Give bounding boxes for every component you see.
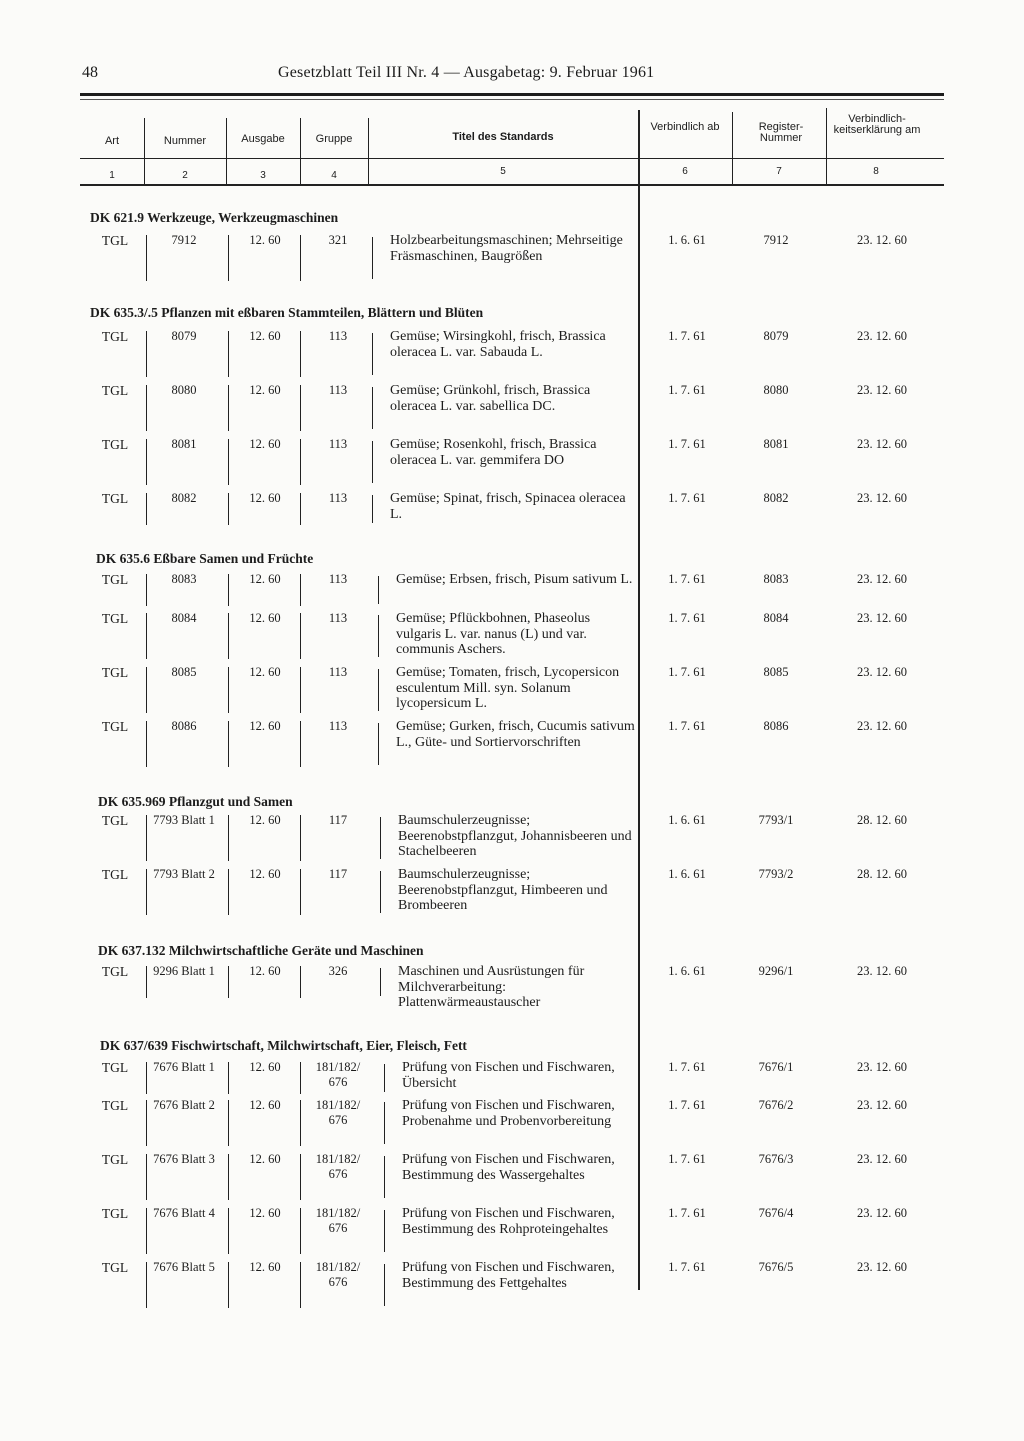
cell-grp: 113 — [328, 719, 348, 733]
cell-grp: 181/182/ 676 — [315, 1060, 361, 1089]
row-separator — [146, 1100, 147, 1146]
row-separator — [228, 493, 229, 525]
cell-nr: 8084 — [171, 611, 197, 625]
cell-erk: 23. 12. 60 — [857, 491, 907, 505]
cell-titel: Gemüse; Pflückbohnen, Phaseolus vulgaris L. var. nanus (L) und var. communis Aschers. — [396, 611, 591, 657]
cell-aus: 12. 60 — [249, 572, 281, 586]
row-separator — [228, 721, 229, 767]
row-separator — [300, 1208, 301, 1254]
cell-grp: 113 — [328, 572, 348, 586]
cell-art: TGL — [101, 1098, 129, 1113]
row-separator — [146, 574, 147, 606]
cell-grp: 113 — [328, 491, 348, 505]
col-number: 6 — [682, 166, 688, 177]
cell-aus: 12. 60 — [249, 665, 281, 679]
cell-reg: 7912 — [763, 233, 789, 247]
cell-aus: 12. 60 — [249, 329, 281, 343]
cell-reg: 7676/2 — [758, 1098, 794, 1112]
cell-aus: 12. 60 — [249, 719, 281, 733]
cell-nr: 7793 Blatt 1 — [153, 813, 215, 827]
cell-erk: 23. 12. 60 — [857, 964, 907, 978]
title-separator — [372, 387, 373, 429]
row-separator — [300, 331, 301, 377]
cell-grp: 113 — [328, 329, 348, 343]
cell-titel: Holzbearbeitungsmaschinen; Mehrseitige Fräsmaschinen, Baugrößen — [390, 233, 623, 264]
cell-grp: 321 — [328, 233, 348, 247]
cell-nr: 8085 — [171, 665, 197, 679]
cell-erk: 23. 12. 60 — [857, 611, 907, 625]
cell-erk: 23. 12. 60 — [857, 233, 907, 247]
cell-reg: 8079 — [763, 329, 789, 343]
title-separator — [384, 1064, 385, 1092]
cell-art: TGL — [101, 813, 129, 828]
cell-nr: 8083 — [171, 572, 197, 586]
cell-titel: Maschinen und Ausrüstungen für Milchverarbeitung: Plattenwärmeaustauscher — [398, 964, 585, 1010]
cell-erk: 23. 12. 60 — [857, 665, 907, 679]
row-separator — [228, 966, 229, 998]
title-separator — [380, 871, 381, 913]
row-separator — [300, 1154, 301, 1200]
cell-grp: 181/182/ 676 — [315, 1206, 361, 1235]
cell-art: TGL — [101, 233, 129, 248]
title-separator — [378, 615, 379, 657]
cell-aus: 12. 60 — [249, 813, 281, 827]
row-separator — [146, 869, 147, 915]
cell-titel: Gemüse; Erbsen, frisch, Pisum sativum L. — [396, 572, 633, 587]
row-separator — [146, 613, 147, 659]
row-separator — [228, 1208, 229, 1254]
col-number: 8 — [873, 166, 879, 177]
cell-verb: 1. 7. 61 — [668, 329, 706, 343]
section-heading: DK 635.6 Eßbare Samen und Früchte — [96, 551, 314, 566]
cell-reg: 7676/5 — [758, 1260, 794, 1274]
cell-grp: 326 — [328, 964, 348, 978]
cell-titel: Gemüse; Spinat, frisch, Spinacea oleracea L. — [390, 491, 626, 522]
col-header-art: Art — [104, 135, 120, 147]
cell-titel: Gemüse; Wirsingkohl, frisch, Brassica oleracea L. var. Sabauda L. — [390, 329, 606, 360]
row-separator — [300, 574, 301, 606]
cell-titel: Prüfung von Fischen und Fischwaren, Übersicht — [402, 1060, 615, 1091]
cell-grp: 181/182/ 676 — [315, 1098, 361, 1127]
cell-reg: 8084 — [763, 611, 789, 625]
title-separator — [380, 968, 381, 996]
row-separator — [228, 1262, 229, 1308]
cell-aus: 12. 60 — [249, 491, 281, 505]
row-separator — [146, 1154, 147, 1200]
col-number: 7 — [776, 166, 782, 177]
cell-reg: 8080 — [763, 383, 789, 397]
row-separator — [300, 869, 301, 915]
cell-nr: 8079 — [171, 329, 197, 343]
cell-nr: 9296 Blatt 1 — [153, 964, 215, 978]
row-separator — [146, 1062, 147, 1094]
cell-nr: 7676 Blatt 5 — [153, 1260, 215, 1274]
cell-aus: 12. 60 — [249, 383, 281, 397]
cell-art: TGL — [101, 491, 129, 506]
row-separator — [228, 385, 229, 431]
cell-verb: 1. 7. 61 — [668, 665, 706, 679]
cell-verb: 1. 7. 61 — [668, 1152, 706, 1166]
cell-titel: Gemüse; Rosenkohl, frisch, Brassica oleracea L. var. gemmifera DO — [390, 437, 597, 468]
cell-art: TGL — [101, 329, 129, 344]
cell-erk: 23. 12. 60 — [857, 383, 907, 397]
row-separator — [228, 1100, 229, 1146]
cell-reg: 9296/1 — [758, 964, 794, 978]
page-number: 48 — [82, 64, 98, 81]
title-separator — [384, 1210, 385, 1252]
cell-aus: 12. 60 — [249, 1206, 281, 1220]
cell-aus: 12. 60 — [249, 1060, 281, 1074]
cell-art: TGL — [101, 1060, 129, 1075]
col-header-titel: Titel des Standards — [452, 131, 554, 143]
cell-erk: 28. 12. 60 — [857, 813, 907, 827]
row-separator — [300, 235, 301, 281]
cell-art: TGL — [101, 1260, 129, 1275]
cell-grp: 113 — [328, 611, 348, 625]
cell-grp: 113 — [328, 437, 348, 451]
header-bottom-rule — [80, 184, 944, 186]
cell-art: TGL — [101, 572, 129, 587]
cell-verb: 1. 7. 61 — [668, 383, 706, 397]
cell-aus: 12. 60 — [249, 964, 281, 978]
col-number: 3 — [260, 170, 266, 181]
cell-aus: 12. 60 — [249, 1098, 281, 1112]
col-number: 5 — [500, 166, 506, 177]
cell-verb: 1. 7. 61 — [668, 719, 706, 733]
section-heading: DK 621.9 Werkzeuge, Werkzeugmaschinen — [90, 210, 339, 225]
cell-verb: 1. 6. 61 — [668, 964, 706, 978]
row-separator — [146, 385, 147, 431]
cell-art: TGL — [101, 383, 129, 398]
cell-erk: 23. 12. 60 — [857, 1060, 907, 1074]
cell-grp: 181/182/ 676 — [315, 1152, 361, 1181]
cell-nr: 7676 Blatt 4 — [153, 1206, 215, 1220]
cell-verb: 1. 7. 61 — [668, 1098, 706, 1112]
cell-erk: 23. 12. 60 — [857, 719, 907, 733]
cell-grp: 113 — [328, 665, 348, 679]
cell-reg: 8081 — [763, 437, 789, 451]
row-separator — [228, 439, 229, 485]
row-separator — [228, 1154, 229, 1200]
row-separator — [146, 439, 147, 485]
cell-titel: Gemüse; Tomaten, frisch, Lycopersicon esculentum Mill. syn. Solanum lycopersicum L. — [396, 665, 620, 711]
cell-aus: 12. 60 — [249, 611, 281, 625]
cell-art: TGL — [101, 719, 129, 734]
cell-aus: 12. 60 — [249, 437, 281, 451]
cell-aus: 12. 60 — [249, 233, 281, 247]
row-separator — [146, 1262, 147, 1308]
row-separator — [146, 667, 147, 713]
header-divider — [80, 158, 944, 159]
section-heading: DK 635.969 Pflanzgut und Samen — [98, 794, 293, 809]
title-separator — [372, 441, 373, 483]
cell-reg: 7676/4 — [758, 1206, 794, 1220]
row-separator — [300, 1100, 301, 1146]
title-separator — [378, 576, 379, 604]
section-heading: DK 637/639 Fischwirtschaft, Milchwirtschaft, Eier, Fleisch, Fett — [100, 1038, 467, 1053]
row-separator — [300, 667, 301, 713]
cell-titel: Baumschulerzeugnisse; Beerenobstpflanzgut, Himbeeren und Brombeeren — [398, 867, 608, 913]
title-separator — [378, 723, 379, 765]
row-separator — [300, 613, 301, 659]
col-header-gruppe: Gruppe — [315, 133, 353, 145]
title-separator — [384, 1102, 385, 1144]
cell-reg: 8086 — [763, 719, 789, 733]
cell-reg: 8082 — [763, 491, 789, 505]
row-separator — [228, 1062, 229, 1094]
cell-aus: 12. 60 — [249, 867, 281, 881]
cell-titel: Prüfung von Fischen und Fischwaren, Bestimmung des Wassergehaltes — [402, 1152, 615, 1183]
cell-verb: 1. 7. 61 — [668, 572, 706, 586]
cell-verb: 1. 7. 61 — [668, 1206, 706, 1220]
cell-titel: Prüfung von Fischen und Fischwaren, Bestimmung des Rohproteingehaltes — [402, 1206, 615, 1237]
row-separator — [228, 869, 229, 915]
cell-grp: 117 — [328, 813, 348, 827]
cell-art: TGL — [101, 437, 129, 452]
row-separator — [228, 574, 229, 606]
row-separator — [146, 966, 147, 998]
cell-grp: 117 — [328, 867, 348, 881]
cell-erk: 23. 12. 60 — [857, 1098, 907, 1112]
row-separator — [228, 667, 229, 713]
cell-art: TGL — [101, 1152, 129, 1167]
row-separator — [146, 1208, 147, 1254]
cell-nr: 8082 — [171, 491, 197, 505]
cell-titel: Prüfung von Fischen und Fischwaren, Probenahme und Probenvorbereitung — [402, 1098, 615, 1129]
cell-reg: 7676/3 — [758, 1152, 794, 1166]
row-separator — [300, 493, 301, 525]
row-separator — [228, 815, 229, 861]
col-header-nummer: Nummer — [163, 135, 207, 147]
title-separator — [384, 1264, 385, 1306]
section-heading: DK 637.132 Milchwirtschaftliche Geräte und Maschinen — [98, 943, 424, 958]
cell-erk: 23. 12. 60 — [857, 1206, 907, 1220]
row-separator — [146, 815, 147, 861]
cell-reg: 8085 — [763, 665, 789, 679]
cell-art: TGL — [101, 867, 129, 882]
row-separator — [228, 235, 229, 281]
row-separator — [146, 235, 147, 281]
title-separator — [378, 669, 379, 711]
cell-reg: 8083 — [763, 572, 789, 586]
cell-aus: 12. 60 — [249, 1260, 281, 1274]
col-header-verbindlichkeitserklaerung: Verbindlich-keitserklärung am — [833, 113, 921, 136]
page-title: Gesetzblatt Teil III Nr. 4 — Ausgabetag: 9. Februar 1961 — [278, 64, 655, 81]
row-separator — [300, 439, 301, 485]
cell-art: TGL — [101, 1206, 129, 1221]
cell-grp: 113 — [328, 383, 348, 397]
row-separator — [300, 815, 301, 861]
row-separator — [300, 721, 301, 767]
cell-verb: 1. 7. 61 — [668, 437, 706, 451]
row-separator — [300, 385, 301, 431]
col-header-register: Register-Nummer — [758, 121, 804, 144]
cell-nr: 7676 Blatt 2 — [153, 1098, 215, 1112]
cell-grp: 181/182/ 676 — [315, 1260, 361, 1289]
cell-nr: 8080 — [171, 383, 197, 397]
cell-art: TGL — [101, 611, 129, 626]
title-separator — [380, 817, 381, 859]
cell-erk: 23. 12. 60 — [857, 1260, 907, 1274]
cell-erk: 23. 12. 60 — [857, 572, 907, 586]
cell-art: TGL — [101, 665, 129, 680]
header-rule-thin — [80, 99, 944, 100]
cell-erk: 28. 12. 60 — [857, 867, 907, 881]
cell-reg: 7676/1 — [758, 1060, 794, 1074]
cell-nr: 7676 Blatt 1 — [153, 1060, 215, 1074]
row-separator — [300, 1262, 301, 1308]
title-separator — [372, 495, 373, 523]
row-separator — [300, 966, 301, 998]
cell-nr: 7793 Blatt 2 — [153, 867, 215, 881]
title-separator — [372, 333, 373, 375]
cell-verb: 1. 6. 61 — [668, 233, 706, 247]
cell-titel: Baumschulerzeugnisse; Beerenobstpflanzgut, Johannisbeeren und Stachelbeeren — [398, 813, 632, 859]
cell-verb: 1. 6. 61 — [668, 867, 706, 881]
title-separator — [372, 237, 373, 279]
col-number: 4 — [331, 170, 337, 181]
cell-art: TGL — [101, 964, 129, 979]
row-separator — [146, 493, 147, 525]
cell-reg: 7793/2 — [758, 867, 794, 881]
header-rule — [80, 93, 944, 96]
cell-erk: 23. 12. 60 — [857, 1152, 907, 1166]
title-separator — [384, 1156, 385, 1198]
col-number: 1 — [109, 170, 115, 181]
cell-verb: 1. 7. 61 — [668, 491, 706, 505]
cell-aus: 12. 60 — [249, 1152, 281, 1166]
col-header-ausgabe: Ausgabe — [241, 133, 285, 145]
cell-erk: 23. 12. 60 — [857, 437, 907, 451]
cell-titel: Prüfung von Fischen und Fischwaren, Bestimmung des Fettgehaltes — [402, 1260, 615, 1291]
cell-verb: 1. 6. 61 — [668, 813, 706, 827]
cell-nr: 7676 Blatt 3 — [153, 1152, 215, 1166]
cell-verb: 1. 7. 61 — [668, 1260, 706, 1274]
cell-verb: 1. 7. 61 — [668, 1060, 706, 1074]
cell-titel: Gemüse; Gurken, frisch, Cucumis sativum L., Güte- und Sortiervorschriften — [396, 719, 635, 750]
col-number: 2 — [182, 170, 188, 181]
cell-erk: 23. 12. 60 — [857, 329, 907, 343]
section-heading: DK 635.3/.5 Pflanzen mit eßbaren Stammteilen, Blättern und Blüten — [90, 305, 484, 320]
cell-nr: 8081 — [171, 437, 197, 451]
row-separator — [146, 721, 147, 767]
cell-verb: 1. 7. 61 — [668, 611, 706, 625]
cell-reg: 7793/1 — [758, 813, 794, 827]
cell-nr: 8086 — [171, 719, 197, 733]
cell-titel: Gemüse; Grünkohl, frisch, Brassica oleracea L. var. sabellica DC. — [390, 383, 591, 414]
row-separator — [146, 331, 147, 377]
col-header-verbindlich: Verbindlich ab — [650, 121, 720, 133]
row-separator — [228, 613, 229, 659]
cell-nr: 7912 — [171, 233, 197, 247]
row-separator — [300, 1062, 301, 1094]
row-separator — [228, 331, 229, 377]
